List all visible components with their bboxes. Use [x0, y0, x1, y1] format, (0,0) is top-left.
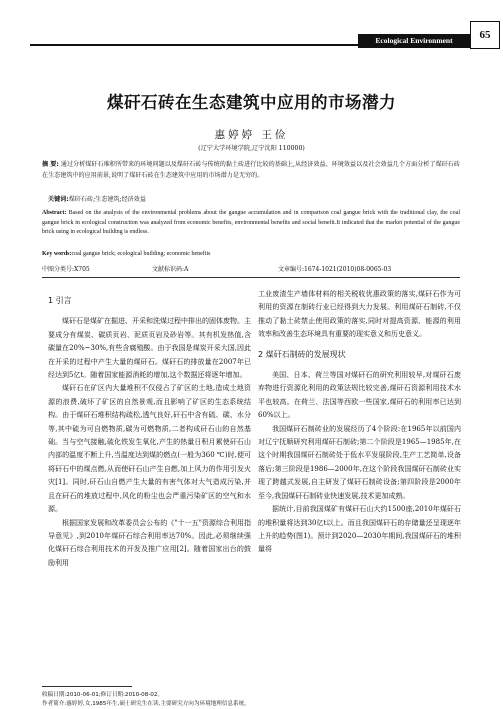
affiliation: (辽宁大学环境学院,辽宁沈阳 110000) [198, 145, 305, 152]
article-title: 煤矸石砖在生态建筑中应用的市场潜力 [107, 93, 396, 112]
document-code: 文献标识码:A [152, 266, 189, 273]
paragraph: 煤矸石是煤矿在掘进、开采和洗煤过程中排出的固体废物。主要成分有煤炭、碳质页岩、泥质页岩及砂岩等。其有机发热值,含碳量在20%~30%,有些含腐殖酸。由于我国是煤炭开采大国,因此在开采的过程中产生大量的煤矸石。煤矸石的排放量在2007年已经达到5亿t。随着国家能源消耗的增加,这个数据还将逐年增加。 [48, 317, 251, 380]
abstract-cn [42, 159, 460, 181]
section-2-heading: 2 煤矸石制砖的发展现状 [258, 349, 346, 359]
abstract-separator [42, 277, 460, 278]
abstract-cn-label: 摘 要: [42, 161, 59, 168]
keywords-cn [48, 194, 146, 203]
abstract-en-label: Abstract: [42, 210, 67, 216]
journal-name: Ecological Environment [358, 34, 470, 48]
paragraph: 据统计,目前我国煤矿有煤矸石山大约1500座,2010年煤矸石的堆积量将达到30亿t以上。而且我国煤矸石的存储量还呈现逐年上升的趋势(图1)。预计到2020—2030年期间,我国煤矸石的堆积量将 [258, 505, 461, 554]
body-column-left [48, 288, 251, 570]
paragraph: 工业废渣生产墙体材料的相关税收优惠政策的落实,煤矸石作为可利用的资源在制砖行业已经得到大力发展。利用煤矸石制砖,不仅推动了黏土砖禁止使用政策的落实,同时对提高资源、能源的利用效率和改善生态环境具有重要的现实意义和历史意义。 [258, 290, 461, 339]
keywords-cn-text: 煤矸石砖;生态建筑;经济效益 [68, 196, 146, 203]
keywords-en [42, 251, 210, 257]
section-1-heading: 1 引言 [48, 296, 72, 305]
article-number: 文章编号:1674-1021(2010)08-0065-03 [278, 266, 392, 273]
authors: 惠婷婷 王俭 [214, 129, 289, 141]
abstract-en [42, 209, 460, 238]
paragraph: 根据国家发展和改革委员会公布的《"十一五"资源综合利用指导意见》,到2010年煤矸石综合利用率达70%。因此,必须继续强化煤矸石综合利用技术的开发及推广应用[2]。随着国家出台的鼓励利用 [48, 518, 251, 567]
page-number: 65 [470, 21, 500, 49]
abstract-en-text: Based on the analysis of the environmental problems about the gangue accumulation and in comparison coal gangue brick with the traditional clay, the coal gangue brick in ecological construction was analyzed from economic benefits, environmental benefits and social benefit.It indicated that the market potential of the gangue brick using in ecological building is endless. [42, 210, 461, 236]
footnote-rule [42, 686, 132, 687]
received-date: 收稿日期:2010-06-01;修订日期:2010-08-02。 [42, 692, 164, 698]
paragraph: 美国、日本、荷兰等国对煤矸石的研究利用较早,对煤矸石废弃物进行资源化利用的政策法规比较完善,煤矸石资源利用技术水平也较高。在荷兰、法国等西欧一些国家,煤矸石的利用率已达到60%以上。 [258, 371, 461, 420]
keywords-en-label: Key words: [42, 251, 72, 257]
keywords-en-text: coal gangue brick; ecological building; economic benefits [71, 251, 211, 257]
abstract-cn-text: 通过分析煤矸石堆积所带来的环境问题以及煤矸石砖与传统的黏土砖进行比较的基础上,从经济效益、环境效益以及社会效益几个方面分析了煤矸石砖在生态建筑中的应用前景,说明了煤矸石砖在生态建筑中应用的市场潜力是无穷的。 [42, 161, 461, 179]
paragraph: 我国煤矸石制砖业的发展经历了4个阶段:在1965年以前国内对辽宁抚顺研究利用煤矸石制砖;第二个阶段是1965—1985年,在这个时期我国煤矸石制砖处于低水平发展阶段,生产工艺简单,设备落后;第三阶段是1986—2000年,在这个阶段我国煤矸石制砖业实现了跨越式发展,自主研发了煤矸石制砖设备;第四阶段是2000年至今,我国煤矸石制砖业快速发展,技术更加成熟。 [258, 424, 461, 500]
clc-number: 中图分类号:X705 [42, 266, 90, 273]
keywords-cn-label: 关键词: [48, 196, 69, 203]
author-info: 作者简介:惠婷婷,女,1985年生,硕士研究生在读,主要研究方向为环境地理信息系统。 [42, 701, 250, 707]
paragraph: 煤矸石在矿区内大量堆积不仅侵占了矿区的土地,造成土地资源的浪费,破坏了矿区的自然景观,而且影响了矿区的生态系统结构。由于煤矸石堆积结构疏松,透气良好,矸石中含有硫、碳、水分等,其中硫为可自燃物质,碳为可燃物质,二者构成矸石山的自然基础。当与空气接触,硫化铁发生氧化,产生的热量日积月累使矸石山内部的温度不断上升,当温度达到煤的燃点(一般为360 ℃)时,便可将矸石中的煤点燃,从而使矸石山产生自燃,加上风力的作用引发火灾[1]。同时,矸石山自燃产生大量的有害气体对大气造成污染,并且在矸石的堆放过程中,风化的粉尘也会严重污染矿区的空气和水源。 [48, 384, 251, 514]
body-column-right [258, 288, 461, 557]
